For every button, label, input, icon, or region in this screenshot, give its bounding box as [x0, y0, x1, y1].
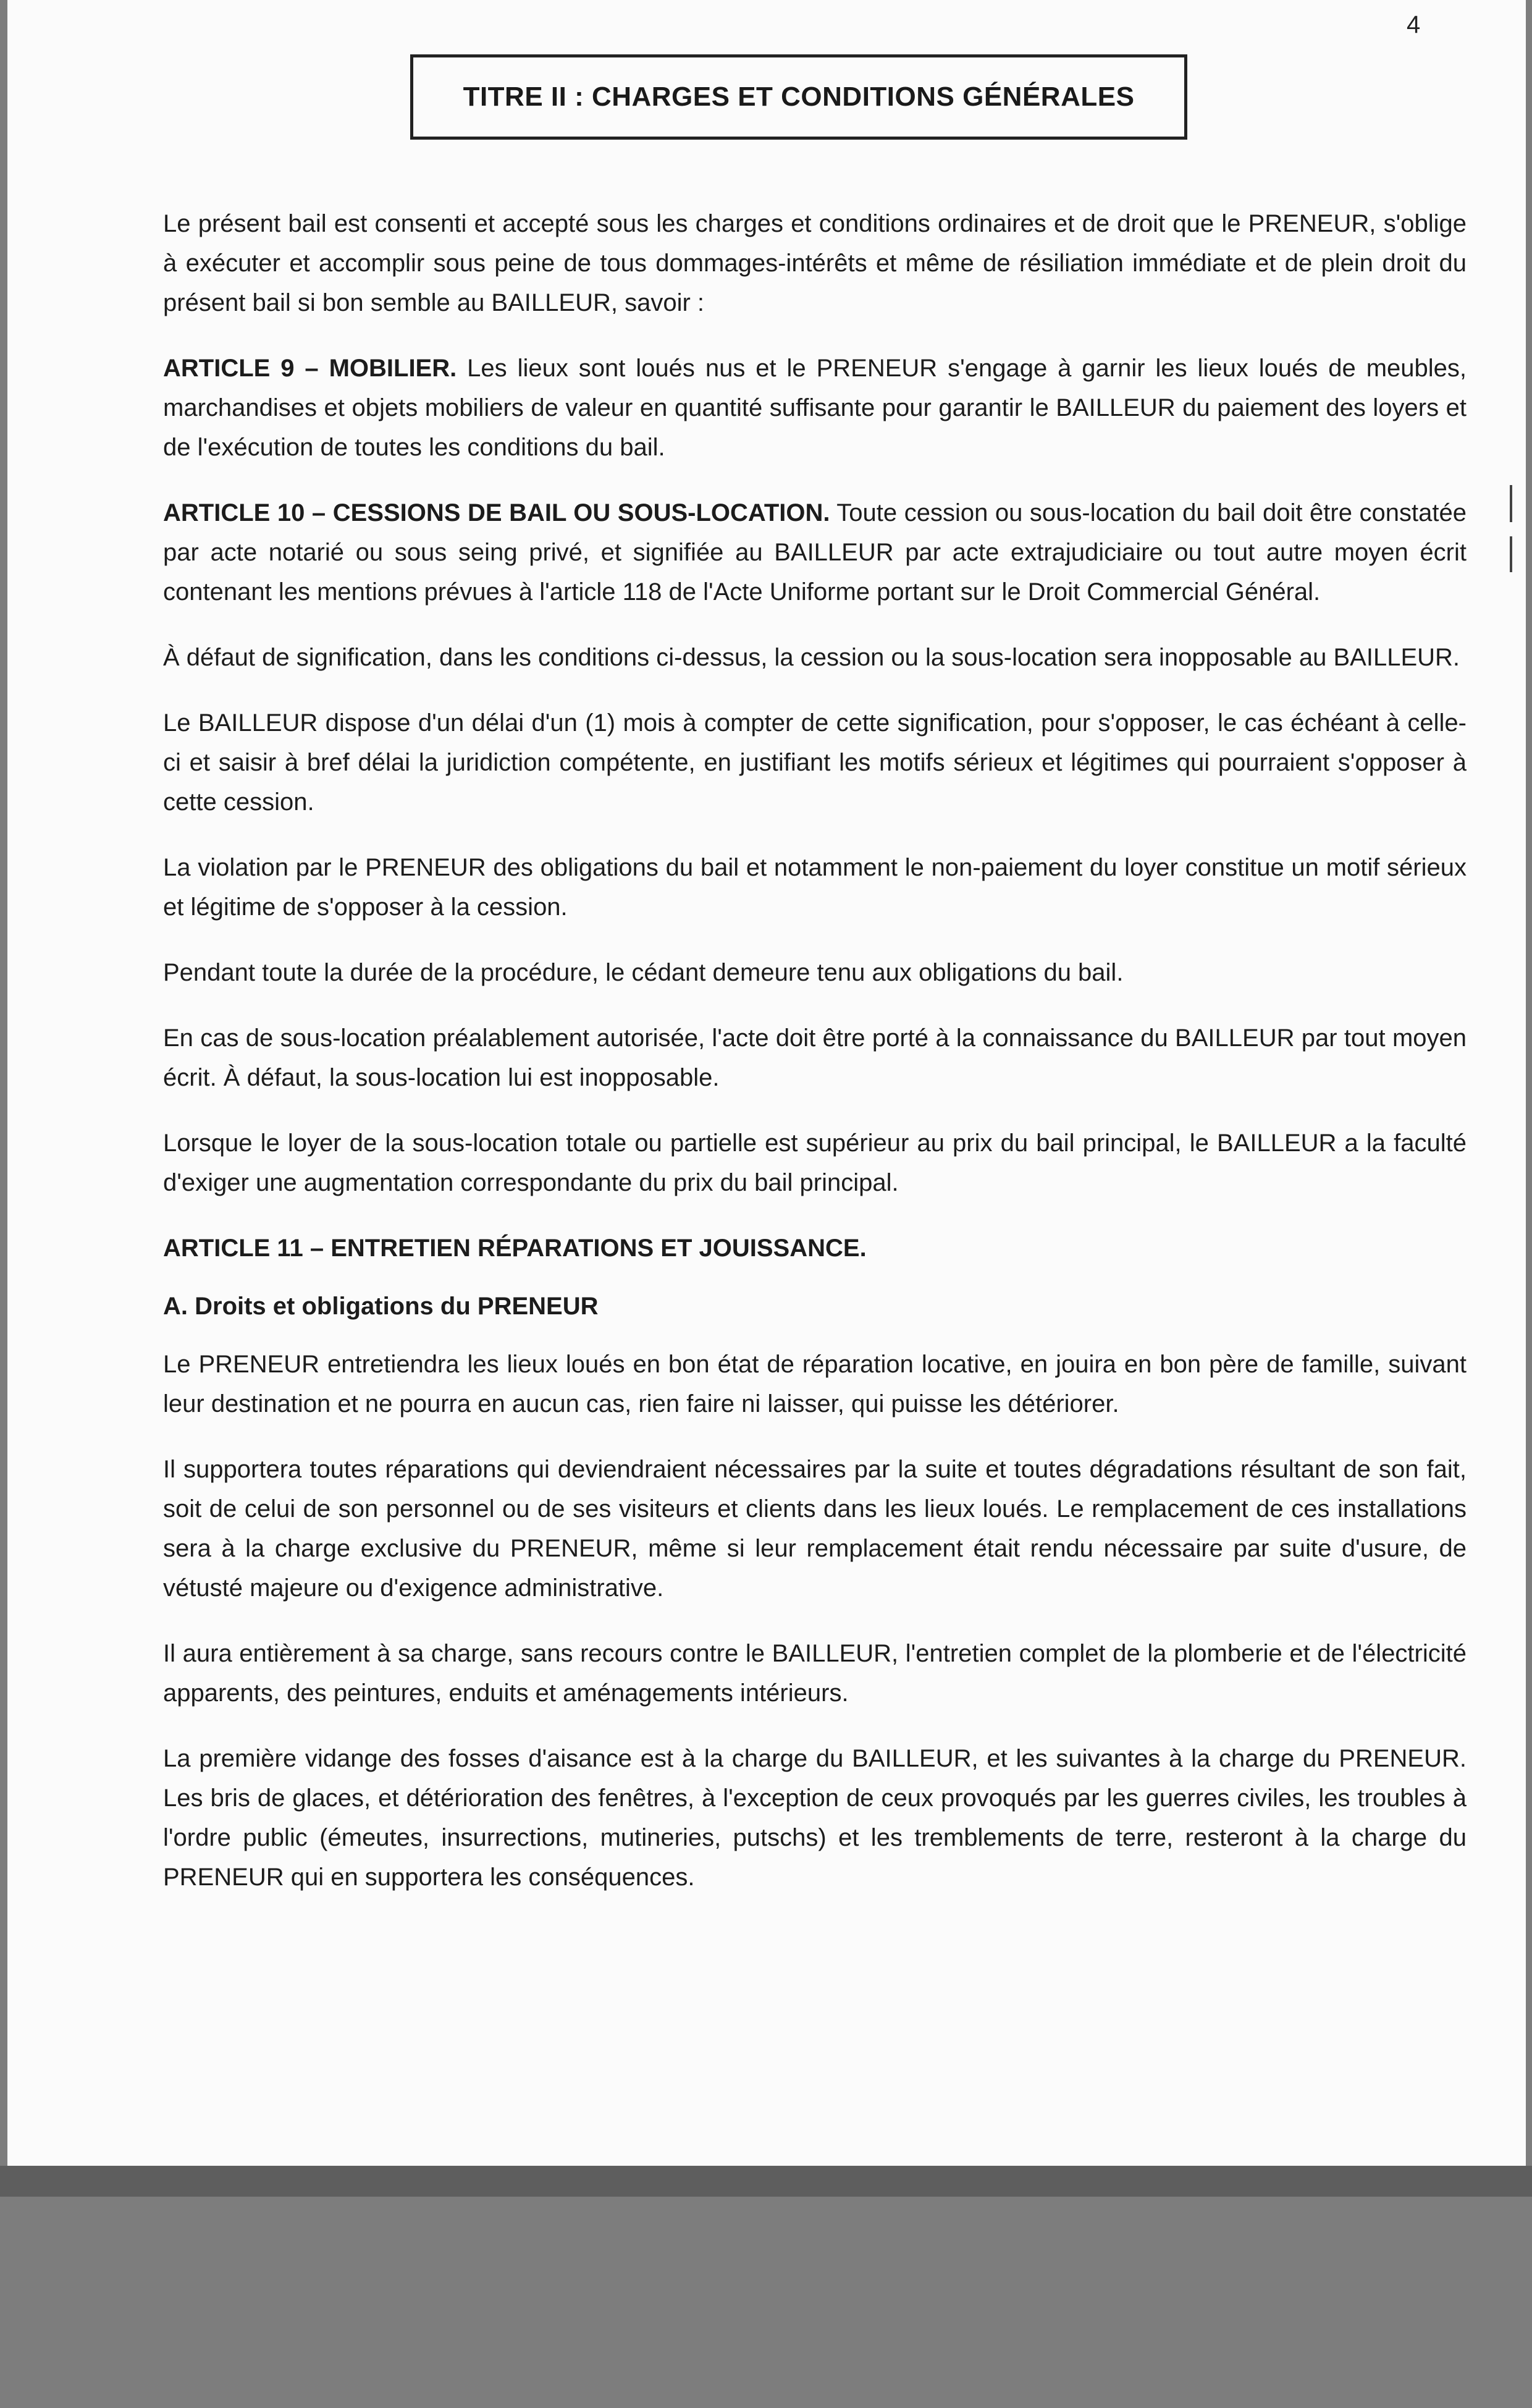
article-10-paragraph: Pendant toute la durée de la procédure, le cédant demeure tenu aux obligations du bail.	[163, 959, 1124, 986]
article-10-paragraph: À défaut de signification, dans les conditions ci-dessus, la cession ou la sous-location sera inopposable au BAILLEUR.	[163, 644, 1460, 671]
article-11-heading: ARTICLE 11 – ENTRETIEN RÉPARATIONS ET JOUISSANCE.	[163, 1235, 867, 1262]
article-11-paragraph: La première vidange des fosses d'aisance est à la charge du BAILLEUR, et les suivantes à la charge du PRENEUR. Les bris de glaces, et détérioration des fenêtres, à l'exception de ceux provoqués par les guerres civiles, les troubles à l'ordre public (émeutes, insurrections, mutineries, putschs) et les tremblements de terre, resteront à la charge du PRENEUR qui en supportera les conséquences.	[163, 1745, 1467, 1891]
page-title: TITRE II : CHARGES ET CONDITIONS GÉNÉRALES	[463, 82, 1135, 112]
article-10-text: Toute cession ou sous-location du bail doit être constatée par acte notarié ou sous seing privé, et signifiée au BAILLEUR par acte extrajudiciaire ou tout autre moyen écrit contenant les mentions prévues à l'article 118 de l'Acte Uniforme portant sur le Droit Commercial Général.	[163, 499, 1467, 606]
scan-mark	[1510, 485, 1512, 522]
article-10-paragraph: Le BAILLEUR dispose d'un délai d'un (1) mois à compter de cette signification, pour s'opposer, le cas échéant à celle-ci et saisir à bref délai la juridiction compétente, en justifiant les motifs sérieux et légitimes qui pourraient s'opposer à cette cession.	[163, 709, 1467, 816]
article-9-text: Les lieux sont loués nus et le PRENEUR s'engage à garnir les lieux loués de meubles, marchandises et objets mobiliers de valeur en quantité suffisante pour garantir le BAILLEUR du paiement des loyers et de l'exécution de toutes les conditions du bail.	[163, 355, 1467, 461]
article-10-heading: ARTICLE 10 – CESSIONS DE BAIL OU SOUS-LOCATION.	[163, 499, 830, 526]
article-9	[163, 349, 1467, 467]
page-number: 4	[1407, 11, 1421, 38]
document-page	[7, 0, 1526, 2166]
article-11-paragraph: Il aura entièrement à sa charge, sans recours contre le BAILLEUR, l'entretien complet de la plomberie et de l'électricité apparents, des peintures, enduits et aménagements intérieurs.	[163, 1640, 1467, 1707]
article-10-paragraph: En cas de sous-location préalablement autorisée, l'acte doit être porté à la connaissance du BAILLEUR par tout moyen écrit. À défaut, la sous-location lui est inopposable.	[163, 1024, 1467, 1091]
scanner-shadow-band	[0, 2166, 1532, 2197]
document-body	[163, 204, 1467, 1923]
article-10-paragraph: La violation par le PRENEUR des obligations du bail et notamment le non-paiement du loyer constitue un motif sérieux et légitime de s'opposer à la cession.	[163, 854, 1467, 921]
article-11-subheading: A. Droits et obligations du PRENEUR	[163, 1293, 599, 1320]
article-11-paragraph: Le PRENEUR entretiendra les lieux loués en bon état de réparation locative, en jouira en bon père de famille, suivant leur destination et ne pourra en aucun cas, rien faire ni laisser, qui puisse les détériorer.	[163, 1351, 1467, 1417]
intro-paragraph: Le présent bail est consenti et accepté sous les charges et conditions ordinaires et de droit que le PRENEUR, s'oblige à exécuter et accomplir sous peine de tous dommages-intérêts et même de résiliation immédiate et de plein droit du présent bail si bon semble au BAILLEUR, savoir :	[163, 210, 1467, 316]
article-10-paragraph: Lorsque le loyer de la sous-location totale ou partielle est supérieur au prix du bail principal, le BAILLEUR a la faculté d'exiger une augmentation correspondante du prix du bail principal.	[163, 1130, 1467, 1196]
title-box	[410, 54, 1187, 140]
scan-mark	[1510, 536, 1512, 572]
article-9-heading: ARTICLE 9 – MOBILIER.	[163, 355, 457, 382]
article-11-paragraph: Il supportera toutes réparations qui deviendraient nécessaires par la suite et toutes dégradations résultant de son fait, soit de celui de son personnel ou de ses visiteurs et clients dans les lieux loués. Le remplacement de ces installations sera à la charge exclusive du PRENEUR, même si leur remplacement était rendu nécessaire par suite d'usure, de vétusté majeure ou d'exigence administrative.	[163, 1456, 1467, 1602]
article-10	[163, 493, 1467, 612]
